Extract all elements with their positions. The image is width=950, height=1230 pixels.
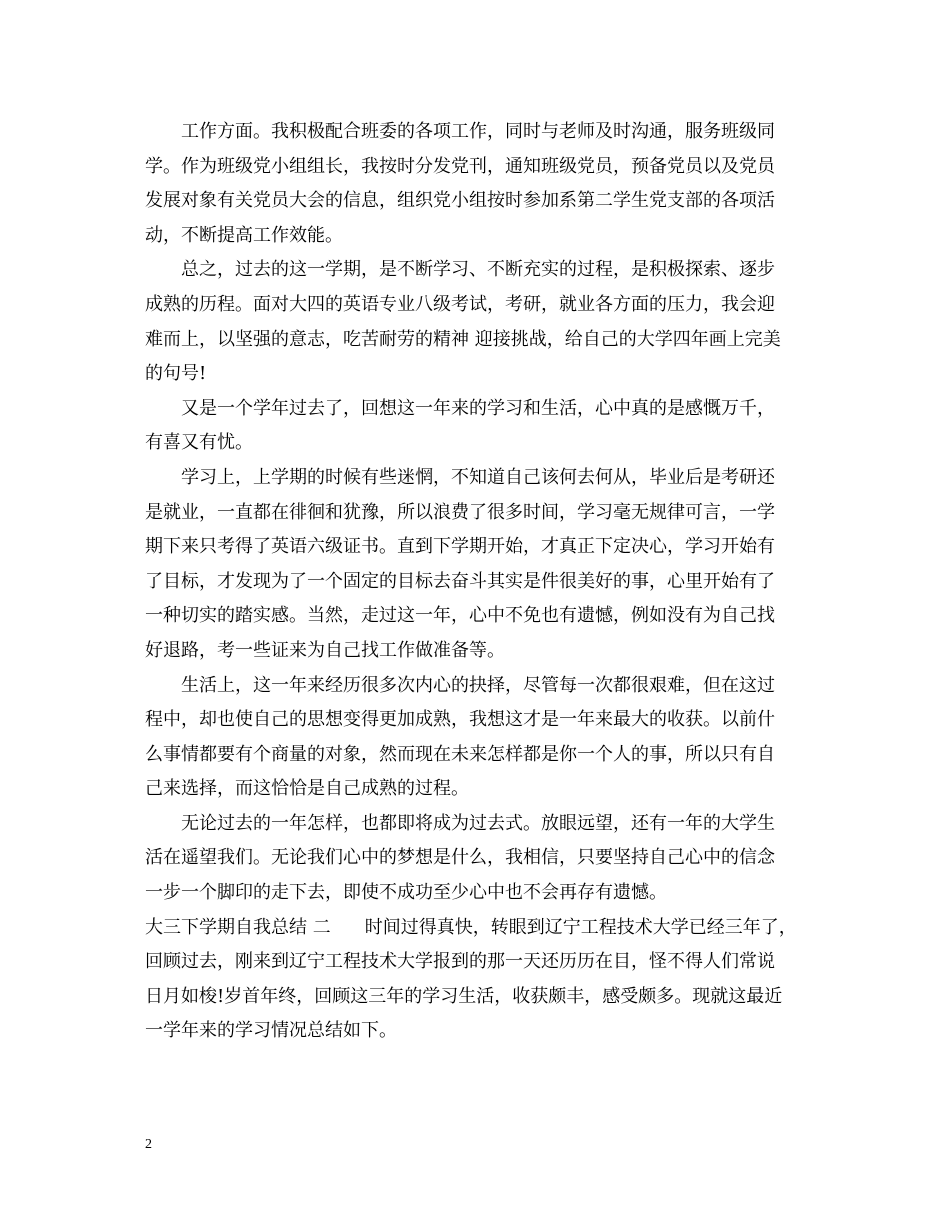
text-line: 一种切实的踏实感。当然，走过这一年，心中不免也有遗憾，例如没有为自己找 [145,605,775,627]
paragraph-study [145,461,825,669]
text-line: 总之，过去的这一学期，是不断学习、不断充实的过程，是积极探索、逐步 [181,259,775,281]
paragraph-year-review [145,392,825,461]
page-number: 2 [145,1137,152,1152]
text-line: 么事情都要有个商量的对象，然而现在未来怎样都是你一个人的事，所以只有自 [145,743,775,765]
text-line: 好退路，考一些证来为自己找工作做准备等。 [145,639,505,661]
paragraph-conclusion [145,253,825,391]
text-line: 的句号! [145,363,207,385]
text-line: 工作方面。我积极配合班委的各项工作，同时与老师及时沟通，服务班级同 [181,121,775,142]
text-line: 成熟的历程。面对大四的英语专业八级考试，考研，就业各方面的压力，我会迎 [145,293,775,315]
section-summary-two [145,911,825,1049]
text-line: 期下来只考得了英语六级证书。直到下学期开始，才真正下定决心，学习开始有 [145,536,775,558]
text-line: 难而上，以坚强的意志，吃苦耐劳的精神 迎接挑战，给自己的大学四年画上完美 [145,328,781,350]
section-heading-line [145,911,825,946]
text-line: 学习上，上学期的时候有些迷惘，不知道自己该何去何从，毕业后是考研还 [181,466,775,488]
text-line: 又是一个学年过去了，回想这一年来的学习和生活，心中真的是感慨万千， [181,397,775,419]
text-line: 一步一个脚印的走下去，即使不成功至少心中也不会再存有遗憾。 [145,882,667,904]
document-body [145,115,825,1049]
text-line: 是就业，一直都在徘徊和犹豫，所以浪费了很多时间，学习毫无规律可言，一学 [145,501,775,523]
text-line: 生活上，这一年来经历很多次内心的抉择，尽管每一次都很艰难，但在这过 [181,674,775,696]
text-line: 无论过去的一年怎样，也都即将成为过去式。放眼远望，还有一年的大学生 [181,812,775,834]
text-line: 有喜又有忧。 [145,432,253,454]
text-line: 动，不断提高工作效能。 [145,224,343,246]
text-line: 发展对象有关党员大会的信息，组织党小组按时参加系第二学生党支部的各项活 [145,190,775,212]
text-line: 一学年来的学习情况总结如下。 [145,1020,397,1042]
text-line: 回顾过去，刚来到辽宁工程技术大学报到的那一天还历历在目，怪不得人们常说 [145,951,775,973]
text-line: 活在遥望我们。无论我们心中的梦想是什么，我相信，只要坚持自己心中的信念 [145,847,775,869]
paragraph-outlook [145,807,825,911]
paragraph-work [145,115,825,253]
section-first-line: 时间过得真快，转眼到辽宁工程技术大学已经三年了， [364,916,797,938]
text-line: 程中，却也使自己的思想变得更加成熟，我想这才是一年来最大的收获。以前什 [145,709,775,731]
paragraph-life [145,669,825,807]
text-line: 学。作为班级党小组组长，我按时分发党刊，通知班级党员，预备党员以及党员 [145,155,775,177]
text-line: 己来选择，而这恰恰是自己成熟的过程。 [145,778,469,800]
section-heading: 大三下学期自我总结 二 [145,916,331,938]
text-line: 了目标，才发现为了一个固定的目标去奋斗其实是件很美好的事，心里开始有了 [145,570,775,592]
text-line: 日月如梭!岁首年终，回顾这三年的学习生活，收获颇丰，感受颇多。现就这最近 [145,985,783,1007]
